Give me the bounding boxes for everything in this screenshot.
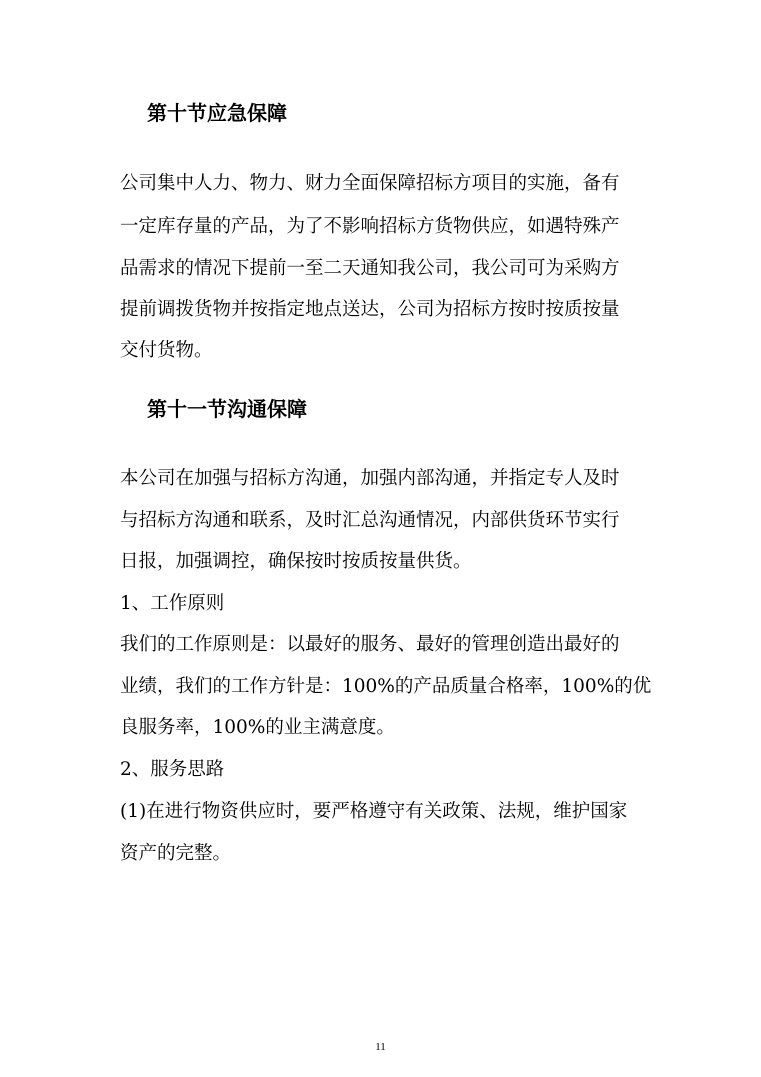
paragraph-line: 日报，加强调控，确保按时按质按量供货。: [120, 551, 472, 572]
paragraph-line: 业绩，我们的工作方针是：100%的产品质量合格率，100%的优: [120, 676, 652, 697]
paragraph-line: 品需求的情况下提前一至二天通知我公司，我公司可为采购方: [120, 258, 620, 279]
paragraph-line: (1)在进行物资供应时，要严格遵守有关政策、法规，维护国家: [120, 801, 628, 822]
paragraph-line: 与招标方沟通和联系，及时汇总沟通情况，内部供货环节实行: [120, 510, 620, 531]
section-heading-emergency: 第十节应急保障: [147, 101, 287, 125]
paragraph-line: 本公司在加强与招标方沟通，加强内部沟通，并指定专人及时: [120, 468, 620, 489]
subheading-service-approach: 2、服务思路: [120, 759, 225, 780]
subheading-work-principle: 1、工作原则: [120, 593, 225, 614]
paragraph-line: 一定库存量的产品，为了不影响招标方货物供应，如遇特殊产: [120, 216, 620, 237]
paragraph-line: 交付货物。: [120, 340, 213, 361]
paragraph-line: 公司集中人力、物力、财力全面保障招标方项目的实施，备有: [120, 173, 620, 194]
paragraph-line: 我们的工作原则是：以最好的服务、最好的管理创造出最好的: [120, 634, 620, 655]
page-number: 11: [375, 1041, 386, 1053]
section-heading-communication: 第十一节沟通保障: [147, 397, 307, 421]
paragraph-line: 资产的完整。: [120, 843, 232, 864]
paragraph-line: 良服务率，100%的业主满意度。: [120, 717, 395, 738]
paragraph-line: 提前调拨货物并按指定地点送达，公司为招标方按时按质按量: [120, 299, 620, 320]
